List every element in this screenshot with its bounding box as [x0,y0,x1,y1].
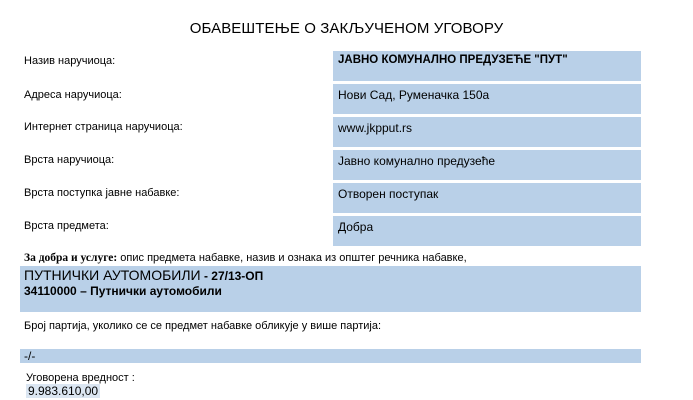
subject-intro-bold: За добра и услуге: [24,252,118,264]
document-title: ОБАВЕШТЕЊЕ О ЗАКЉУЧЕНОМ УГОВОРУ [189,20,504,37]
procedure-type-value: Отворен поступак [333,183,641,213]
contract-value: 9.983.610,00 [28,384,99,398]
subject-box [20,266,641,312]
subject-intro [24,252,467,264]
subject-type-label: Врста предмета: [24,220,109,232]
buyer-website-label: Интернет страница наручиоца: [24,121,183,133]
buyer-website-value: www.jkpput.rs [333,117,641,147]
buyer-name-value: ЈАВНО КОМУНАЛНО ПРЕДУЗЕЋЕ "ПУТ" [333,51,641,81]
buyer-name-label: Назив наручиоца: [24,55,116,67]
lots-label: Број партија, уколико се се предмет набавке обликује у више партија: [24,320,382,332]
buyer-type-value: Јавно комунално предузеће [333,150,641,180]
subject-name-line [24,267,641,284]
subject-type-value: Добра [333,216,641,246]
subject-name: ПУТНИЧКИ АУТОМОБИЛИ [24,267,201,283]
lots-value: -/- [20,349,641,363]
buyer-address-label: Адреса наручиоца: [24,89,122,101]
procedure-type-label: Врста поступка јавне набавке: [24,187,180,199]
buyer-address-value: Нови Сад, Руменачка 150а [333,84,641,114]
subject-cpv: 34110000 – Путнички аутомобили [24,284,222,298]
subject-code: - 27/13-ОП [200,269,264,283]
buyer-type-label: Врста наручиоца: [24,154,115,166]
subject-intro-text: опис предмета набавке, назив и ознака из општег речника набавке, [117,252,467,264]
contract-value-label: Уговорена вредност : [26,372,135,384]
